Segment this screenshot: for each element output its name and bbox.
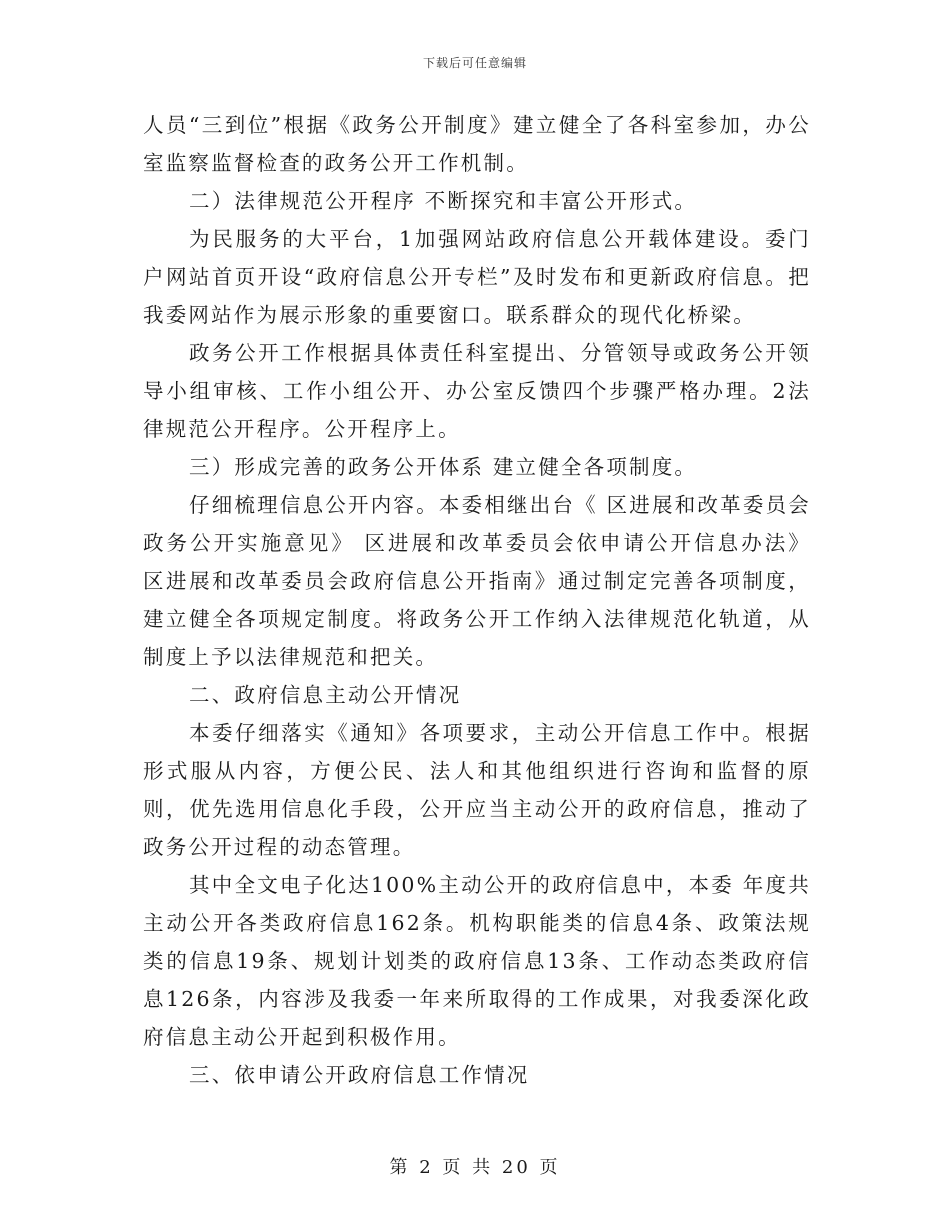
page-number-footer [0,1153,950,1179]
footer-label-unit: 页 [442,1157,464,1178]
header-note: 下载后可任意编辑 [422,56,527,70]
paragraph: 本委仔细落实《通知》各项要求，主动公开信息工作中。根据形式服从内容，方便公民、法人和其他组织进行咨询和监督的原则，优先选用信息化手段，公开应当主动公开的政府信息，推动了政务公开过程的动态管理。 [143,721,811,859]
paragraph: 为民服务的大平台，1加强网站政府信息公开载体建设。委门户网站首页开设“政府信息公开专栏”及时发布和更新政府信息。把我委网站作为展示形象的重要窗口。联系群众的现代化桥梁。 [143,227,811,327]
paragraph: 人员“三到位”根据《政务公开制度》建立健全了各科室参加，办公室监察监督检查的政务公开工作机制。 [143,113,811,175]
section-heading: 二、政府信息主动公开情况 [189,683,462,707]
section-heading: 三）形成完善的政务公开体系 建立健全各项制度。 [189,455,698,479]
footer-label-page: 第 [389,1157,411,1178]
document-body [143,106,811,1094]
footer-label-unit-end: 页 [539,1157,561,1178]
section-heading: 二）法律规范公开程序 不断探究和丰富公开形式。 [189,189,698,213]
paragraph: 仔细梳理信息公开内容。本委相继出台《 区进展和改革委员会政务公开实施意见》 区进展和改革委员会依申请公开信息办法》 区进展和改革委员会政府信息公开指南》通过制定完善各项制度，建立健全各项规定制度。将政务公开工作纳入法律规范化轨道，从制度上予以法律规范和把关。 [143,493,811,669]
footer-total-pages: 20 [501,1157,531,1178]
paragraph: 其中全文电子化达100%主动公开的政府信息中，本委 年度共主动公开各类政府信息162条。机构职能类的信息4条、政策法规类的信息19条、规划计划类的政府信息13条、工作动态类政府信息126条，内容涉及我委一年来所取得的工作成果，对我委深化政府信息主动公开起到积极作用。 [143,873,811,1049]
section-heading: 三、依申请公开政府信息工作情况 [189,1063,530,1087]
footer-label-total: 共 [472,1157,494,1178]
paragraph: 政务公开工作根据具体责任科室提出、分管领导或政务公开领导小组审核、工作小组公开、办公室反馈四个步骤严格办理。2法律规范公开程序。公开程序上。 [143,341,811,441]
footer-current-page: 2 [419,1157,434,1178]
